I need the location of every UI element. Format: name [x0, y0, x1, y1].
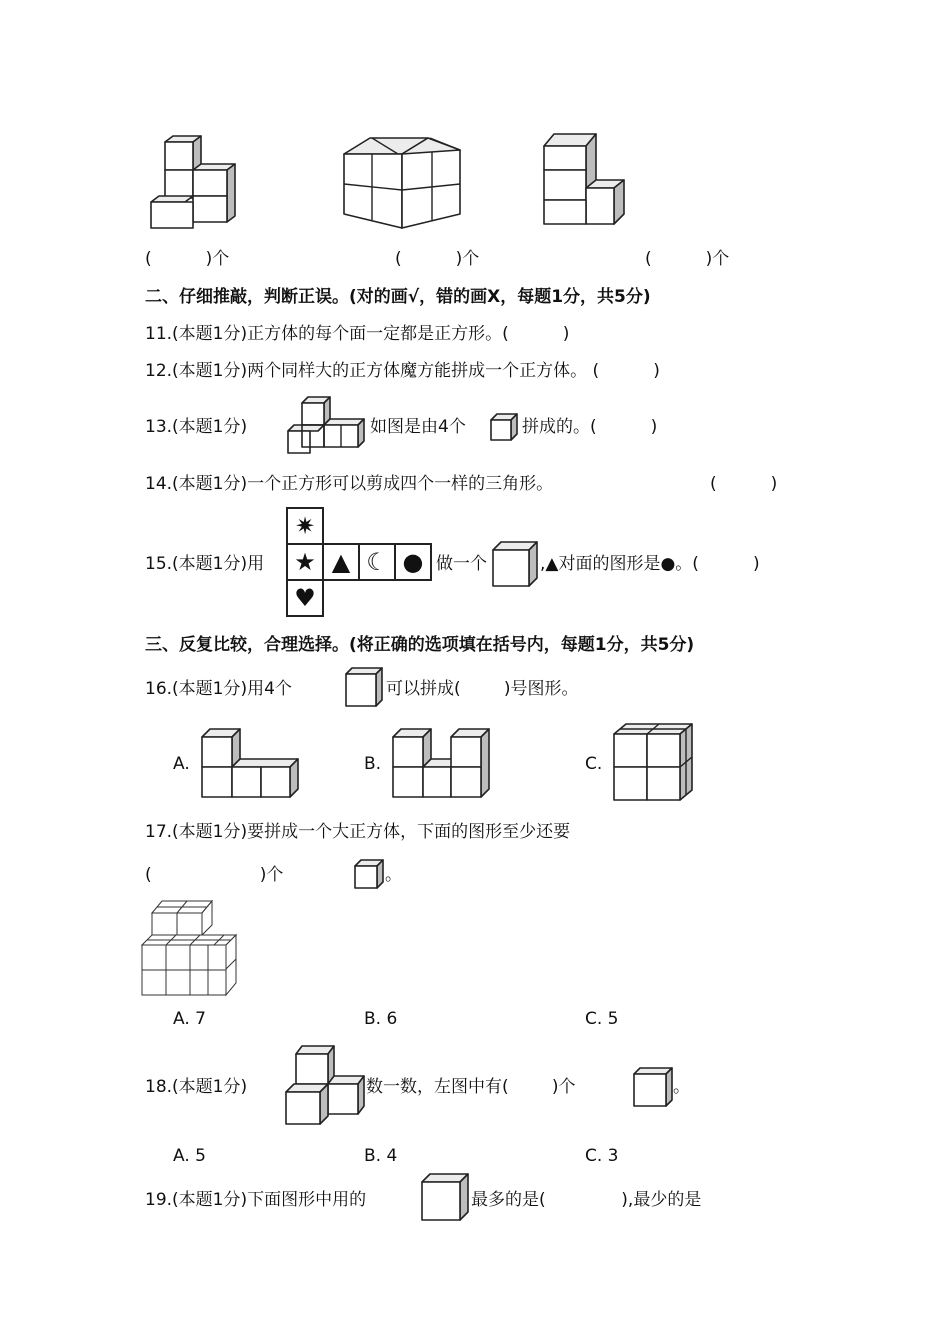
question-16-prefix: 16.(本题1分)用4个 — [145, 679, 292, 699]
net-face-heart: ♥ — [287, 580, 323, 616]
question-16-suffix: 可以拼成( )号图形。 — [386, 679, 579, 699]
cube-net — [286, 507, 432, 617]
cube-stack-figure-2 — [340, 132, 470, 232]
cube-stack-figure-3 — [540, 128, 640, 233]
q18-option-c[interactable]: C. 3 — [585, 1146, 619, 1166]
section-3-heading: 三、反复比较，合理选择。(将正确的选项填在括号内，每题1分，共5分) — [145, 635, 695, 655]
question-18-end: 。 — [673, 1077, 690, 1097]
cube-icon-medium — [491, 540, 539, 588]
q17-cube-pile-figure — [142, 899, 242, 999]
q16-option-a[interactable]: A. — [173, 754, 190, 774]
q16-figure-a — [200, 727, 302, 799]
q18-option-b[interactable]: B. 4 — [364, 1146, 398, 1166]
q16-option-b[interactable]: B. — [364, 754, 382, 774]
question-14-blank[interactable]: ( ) — [710, 474, 778, 494]
question-13-prefix: 13.(本题1分) — [145, 417, 248, 437]
question-18-mid: 数一数，左图中有( )个 — [366, 1077, 576, 1097]
question-19-suffix: 最多的是( ),最少的是 — [471, 1190, 702, 1210]
question-19-prefix: 19.(本题1分)下面图形中用的 — [145, 1190, 367, 1210]
cube-icon-medium — [632, 1066, 674, 1108]
net-face-sun: ✷ — [287, 508, 323, 544]
q18-option-a[interactable]: A. 5 — [173, 1146, 206, 1166]
cube-stack-figure-1 — [145, 128, 245, 233]
q17-option-b[interactable]: B. 6 — [364, 1009, 398, 1029]
q18-cube-figure — [284, 1044, 368, 1128]
q16-option-c[interactable]: C. — [585, 754, 603, 774]
q10-blank-2[interactable]: ( )个 — [395, 249, 480, 269]
question-18-prefix: 18.(本题1分) — [145, 1077, 248, 1097]
question-17-end: 。 — [385, 865, 402, 885]
q10-blank-1[interactable]: ( )个 — [145, 249, 230, 269]
net-face-triangle: ▲ — [323, 544, 359, 580]
question-15-suffix: ,▲对面的图形是●。( ) — [540, 554, 760, 574]
cube-stack-3-shape — [544, 134, 624, 224]
q17-option-a[interactable]: A. 7 — [173, 1009, 206, 1029]
small-cube-icon — [353, 858, 385, 890]
cube-icon-medium — [344, 666, 384, 708]
q13-cube-figure — [288, 397, 368, 457]
net-face-circle: ● — [395, 544, 431, 580]
cube-icon-large — [420, 1172, 470, 1222]
question-13-suffix: 拼成的。( ) — [522, 417, 658, 437]
net-face-star: ★ — [287, 544, 323, 580]
cube-stack-1-shape — [151, 136, 235, 228]
question-15-prefix: 15.(本题1分)用 — [145, 554, 265, 574]
q10-blank-3[interactable]: ( )个 — [645, 249, 730, 269]
question-15-mid: 做一个 — [436, 554, 487, 574]
question-13-mid: 如图是由4个 — [370, 417, 466, 437]
cube-stack-2-shape — [344, 138, 460, 228]
question-17-line2[interactable]: ( )个 — [145, 865, 284, 885]
net-face-moon: ☾ — [359, 544, 395, 580]
question-11: 11.(本题1分)正方体的每个面一定都是正方形。( ) — [145, 324, 570, 344]
question-17-line1: 17.(本题1分)要拼成一个大正方体，下面的图形至少还要 — [145, 822, 571, 842]
section-2-heading: 二、仔细推敲，判断正误。(对的画√，错的画X，每题1分，共5分) — [145, 287, 651, 307]
question-12: 12.(本题1分)两个同样大的正方体魔方能拼成一个正方体。 ( ) — [145, 361, 660, 381]
question-14: 14.(本题1分)一个正方形可以剪成四个一样的三角形。 — [145, 474, 554, 494]
q17-option-c[interactable]: C. 5 — [585, 1009, 619, 1029]
q16-figure-b — [391, 727, 493, 799]
small-cube-icon — [489, 413, 519, 443]
q16-figure-c — [612, 722, 696, 804]
